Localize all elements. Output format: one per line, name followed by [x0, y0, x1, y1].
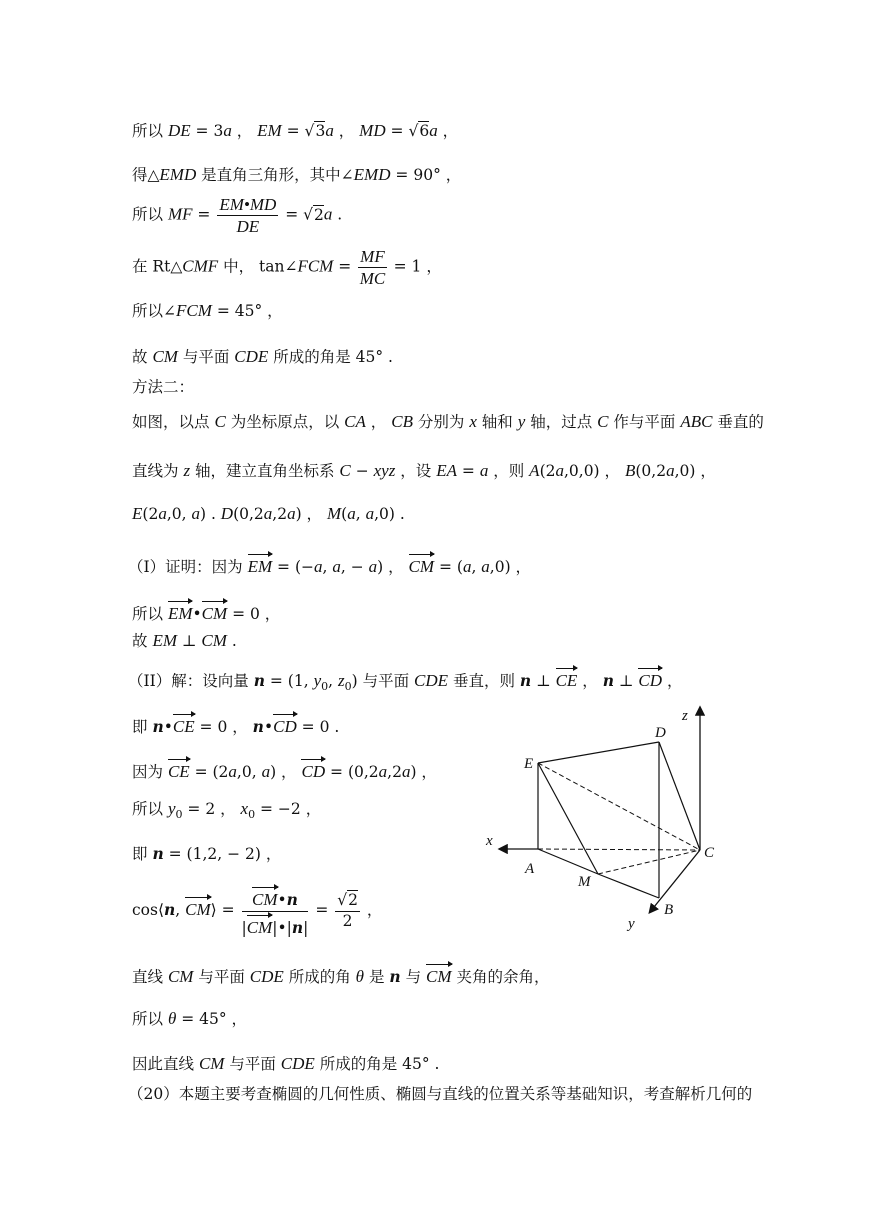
line-14: （II）解：设向量 n = (1, $y_0$, $z_0$) 与平面 CDE 垂直，则 n ⊥ CE ， n ⊥ CD ，: [128, 667, 682, 692]
edge-DC: [659, 742, 700, 850]
label-B: B: [664, 902, 674, 918]
line-6: 故 CM 与平面 CDE 所成的角是 45° .: [132, 347, 393, 366]
line-2: 得△EMD 是直角三角形，其中∠EMD = 90° ，: [132, 165, 462, 184]
geometry-figure: [470, 700, 730, 940]
label-x: x: [486, 833, 493, 849]
edge-EC: [538, 763, 700, 850]
line-22: 因此直线 CM 与平面 CDE 所成的角是 45° .: [132, 1054, 440, 1073]
edge-AC: [538, 849, 700, 850]
line-8: 如图，以点 C 为坐标原点，以 CA ， CB 分别为 x 轴和 y 轴，过点 C 作与平面 ABC 垂直的: [132, 412, 764, 431]
label-D: D: [655, 725, 666, 741]
line-23: （20）本题主要考查椭圆的几何性质、椭圆与直线的位置关系等基础知识，考查解析几何的: [128, 1085, 753, 1103]
line-9: 直线为 z 轴，建立直角坐标系 C − xyz ，设 EA = a ，则 A(2a,0,0) ， B(0,2a,0) ，: [132, 461, 716, 480]
edge-ED: [538, 742, 659, 763]
line-7: 方法二：: [132, 378, 195, 396]
line-21: 所以 θ = 45° ，: [132, 1009, 248, 1028]
label-E: E: [524, 756, 534, 772]
label-A: A: [525, 861, 535, 877]
edge-MB: [598, 874, 659, 898]
line-5: 所以∠FCM = 45° ，: [132, 301, 283, 320]
line-4: 在 Rt△CMF 中， tan∠FCM = $\frac{MF}{MC}$ = 1 ，: [132, 247, 442, 288]
line-3: 所以 MF = $\frac{EM•MD}{DE}$ = √2a .: [132, 195, 343, 236]
label-C: C: [704, 845, 715, 861]
line-12: 所以 EM•CM = 0 ，: [132, 600, 280, 623]
label-z: z: [682, 708, 688, 724]
line-13: 故 EM ⊥ CM .: [132, 631, 237, 650]
line-11: （I）证明：因为 EM = (−a, a, − a) ， CM = (a, a,0) ，: [128, 553, 531, 576]
line-20: 直线 CM 与平面 CDE 所成的角 θ 是 n 与 CM 夹角的余角，: [132, 963, 549, 986]
line-19: cos⟨n, CM⟩ = $\frac{CM•n}{|CM|•|n|}$ = $\frac{√2}{2}$ ，: [132, 886, 382, 936]
line-16: 因为 CE = (2a,0, a) ， CD = (0,2a,2a) ，: [132, 758, 437, 781]
line-15: 即 n•CE = 0 ， n•CD = 0 .: [132, 713, 339, 736]
line-18: 即 n = (1,2, − 2) ，: [132, 844, 282, 863]
label-y: y: [628, 916, 635, 932]
label-M: M: [578, 874, 591, 890]
y-axis: [650, 850, 700, 912]
edge-MC: [598, 850, 700, 874]
edge-AM: [538, 849, 598, 874]
line-1: 所以 DE = 3a ， EM = √3a ， MD = √6a ，: [132, 121, 459, 140]
line-17: 所以 $y_0 = 2$ ， $x_0 = -2$ ，: [132, 799, 322, 822]
line-10: E(2a,0, a) . D(0,2a,2a) ， M(a, a,0) .: [132, 504, 405, 523]
